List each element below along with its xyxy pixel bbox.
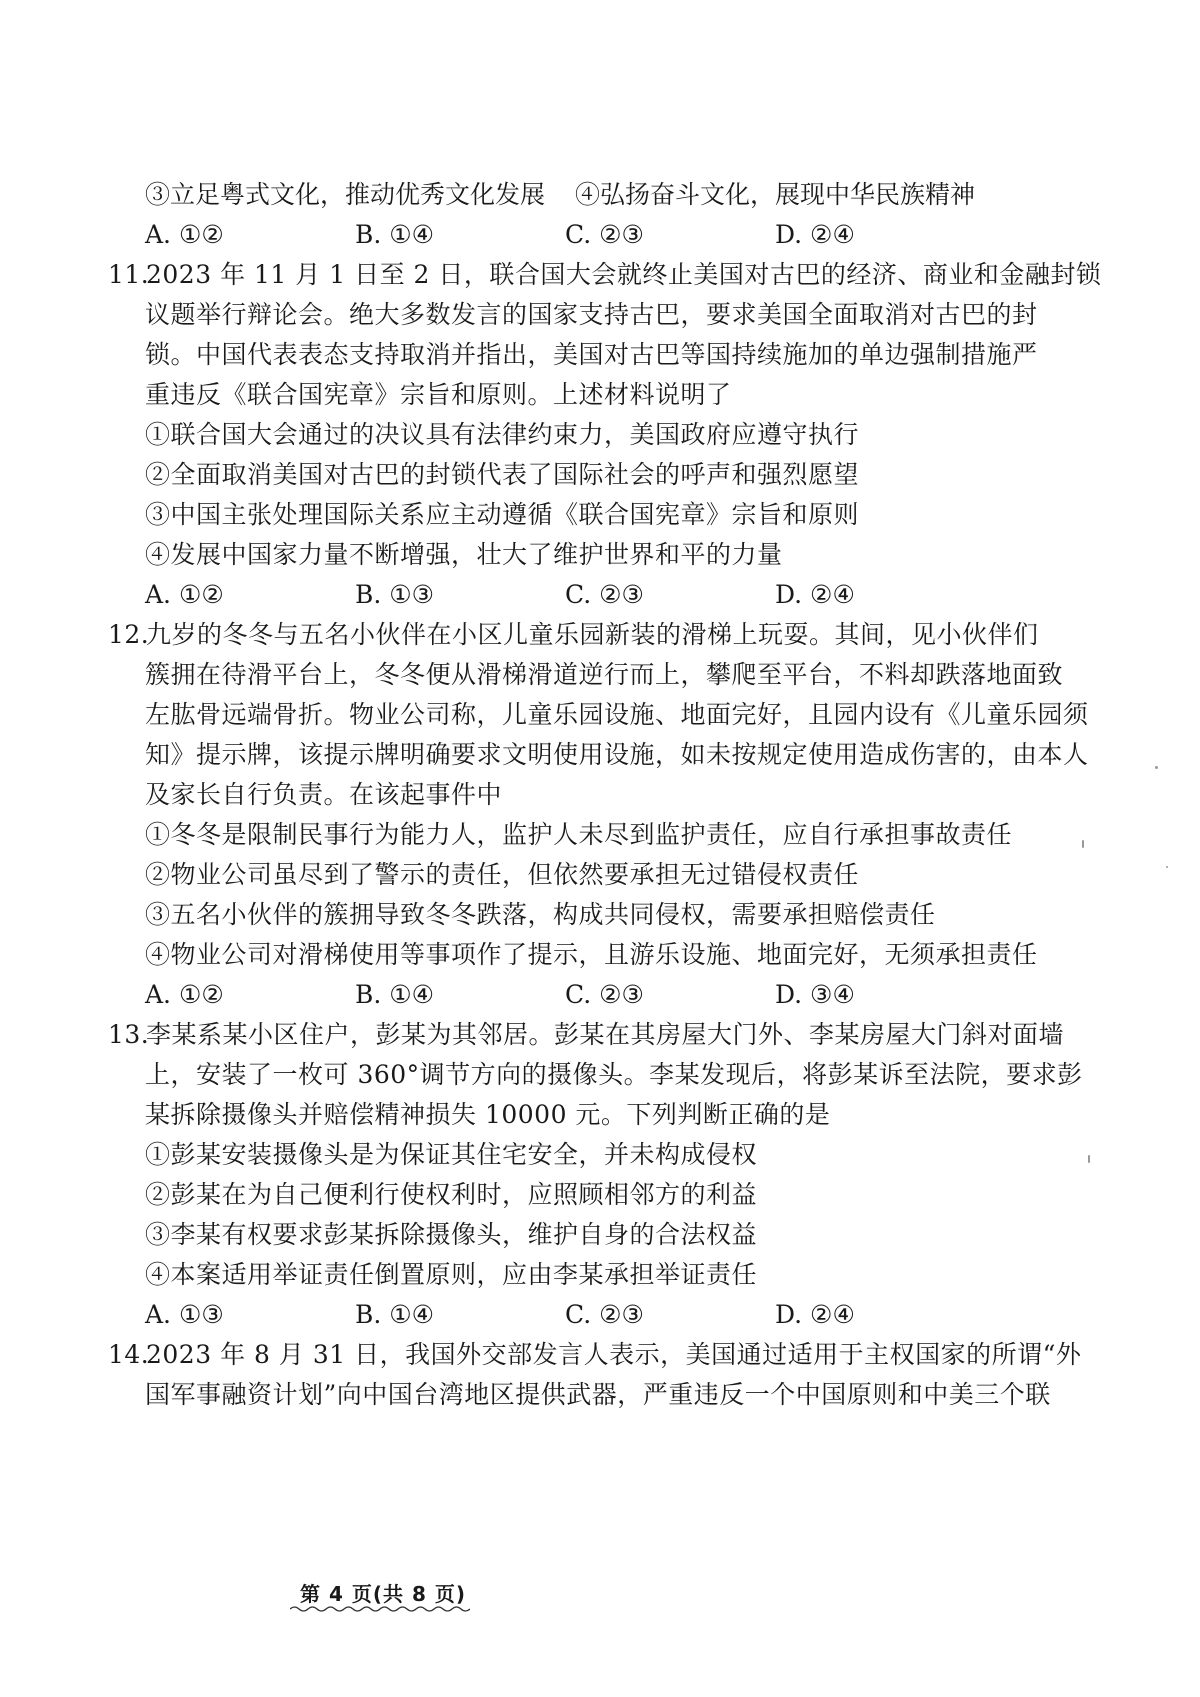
choice-b: B. ①④	[355, 1300, 435, 1329]
choice-d: D. ②④	[775, 220, 855, 249]
q14-stem-line-2: 国军事融资计划”向中国台湾地区提供武器，严重违反一个中国原则和中美三个联	[145, 1380, 1051, 1409]
q11-option-4: ④发展中国家力量不断增强，壮大了维护世界和平的力量	[145, 540, 783, 569]
scan-speck	[1166, 866, 1168, 868]
q12-stem-line-4: 知》提示牌，该提示牌明确要求文明使用设施，如未按规定使用造成伤害的，由本人	[145, 740, 1089, 769]
q13-option-4: ④本案适用举证责任倒置原则，应由李某承担举证责任	[145, 1260, 758, 1289]
q12-option-1: ①冬冬是限制民事行为能力人，监护人未尽到监护责任，应自行承担事故责任	[145, 820, 1013, 849]
page-footer: 第 4 页(共 8 页)	[300, 1582, 466, 1606]
q13-stem-line-1: 13.李某系某小区住户，彭某为其邻居。彭某在其房屋大门外、李某房屋大门斜对面墙	[108, 1018, 1068, 1052]
q14-stem-line-1: 14.2023 年 8 月 31 日，我国外交部发言人表示，美国通过适用于主权国家的所谓“外	[108, 1338, 1068, 1372]
q11-stem-line-2: 议题举行辩论会。绝大多数发言的国家支持古巴，要求美国全面取消对古巴的封	[145, 300, 1038, 329]
q13-option-1: ①彭某安装摄像头是为保证其住宅安全，并未构成侵权	[145, 1140, 758, 1169]
q13-number: 13.	[108, 1020, 150, 1049]
choice-d: D. ②④	[775, 580, 855, 609]
q12-option-4: ④物业公司对滑梯使用等事项作了提示，且游乐设施、地面完好，无须承担责任	[145, 940, 1038, 969]
q13-option-2: ②彭某在为自己便利行使权利时，应照顾相邻方的利益	[145, 1180, 758, 1209]
footer-wavy-underline	[290, 1604, 470, 1614]
choice-b: B. ①④	[355, 980, 435, 1009]
q13-choices	[145, 1298, 1045, 1332]
intro-choices	[145, 218, 1045, 252]
choice-a: A. ①③	[145, 1300, 224, 1329]
q12-option-2: ②物业公司虽尽到了警示的责任，但依然要承担无过错侵权责任	[145, 860, 860, 889]
intro-option-4: ④弘扬奋斗文化，展现中华民族精神	[575, 180, 976, 209]
q13-stem-line-2: 上，安装了一枚可 360°调节方向的摄像头。李某发现后，将彭某诉至法院，要求彭	[145, 1060, 1083, 1089]
q11-option-2: ②全面取消美国对古巴的封锁代表了国际社会的呼声和强烈愿望	[145, 460, 860, 489]
scan-speck	[1088, 1155, 1090, 1163]
intro-option-3: ③立足粤式文化，推动优秀文化发展	[145, 180, 546, 209]
q12-stem-line-5: 及家长自行负责。在该起事件中	[145, 780, 503, 809]
q12-number: 12.	[108, 620, 150, 649]
q12-stem-line-1: 12.九岁的冬冬与五名小伙伴在小区儿童乐园新装的滑梯上玩耍。其间，见小伙伴们	[108, 618, 1068, 652]
q13-stem-line-3: 某拆除摄像头并赔偿精神损失 10000 元。下列判断正确的是	[145, 1100, 831, 1129]
q14-number: 14.	[108, 1340, 150, 1369]
q12-stem-line-3: 左肱骨远端骨折。物业公司称，儿童乐园设施、地面完好，且园内设有《儿童乐园须	[145, 700, 1089, 729]
choice-c: C. ②③	[565, 980, 644, 1009]
choice-c: C. ②③	[565, 1300, 644, 1329]
q11-option-1: ①联合国大会通过的决议具有法律约束力，美国政府应遵守执行	[145, 420, 860, 449]
q11-stem-line-1: 11.2023 年 11 月 1 日至 2 日，联合国大会就终止美国对古巴的经济、商业和金融封锁	[108, 258, 1068, 292]
q11-stem-line-4: 重违反《联合国宪章》宗旨和原则。上述材料说明了	[145, 380, 732, 409]
choice-a: A. ①②	[145, 220, 224, 249]
choice-b: B. ①④	[355, 220, 435, 249]
q12-option-3: ③五名小伙伴的簇拥导致冬冬跌落，构成共同侵权，需要承担赔偿责任	[145, 900, 936, 929]
scan-speck	[1082, 840, 1084, 848]
q11-choices	[145, 578, 1045, 612]
q12-stem-line-2: 簇拥在待滑平台上，冬冬便从滑梯滑道逆行而上，攀爬至平台，不料却跌落地面致	[145, 660, 1064, 689]
q11-stem-line-3: 锁。中国代表表态支持取消并指出，美国对古巴等国持续施加的单边强制措施严	[145, 340, 1038, 369]
q11-option-3: ③中国主张处理国际关系应主动遵循《联合国宪章》宗旨和原则	[145, 500, 860, 529]
choice-c: C. ②③	[565, 580, 644, 609]
choice-d: D. ③④	[775, 980, 855, 1009]
choice-d: D. ②④	[775, 1300, 855, 1329]
q11-number: 11.	[108, 260, 150, 289]
choice-a: A. ①②	[145, 980, 224, 1009]
scan-speck	[1155, 766, 1158, 769]
choice-a: A. ①②	[145, 580, 224, 609]
intro-options-row	[145, 178, 1065, 212]
choice-b: B. ①③	[355, 580, 435, 609]
q12-choices	[145, 978, 1045, 1012]
q13-option-3: ③李某有权要求彭某拆除摄像头，维护自身的合法权益	[145, 1220, 758, 1249]
choice-c: C. ②③	[565, 220, 644, 249]
